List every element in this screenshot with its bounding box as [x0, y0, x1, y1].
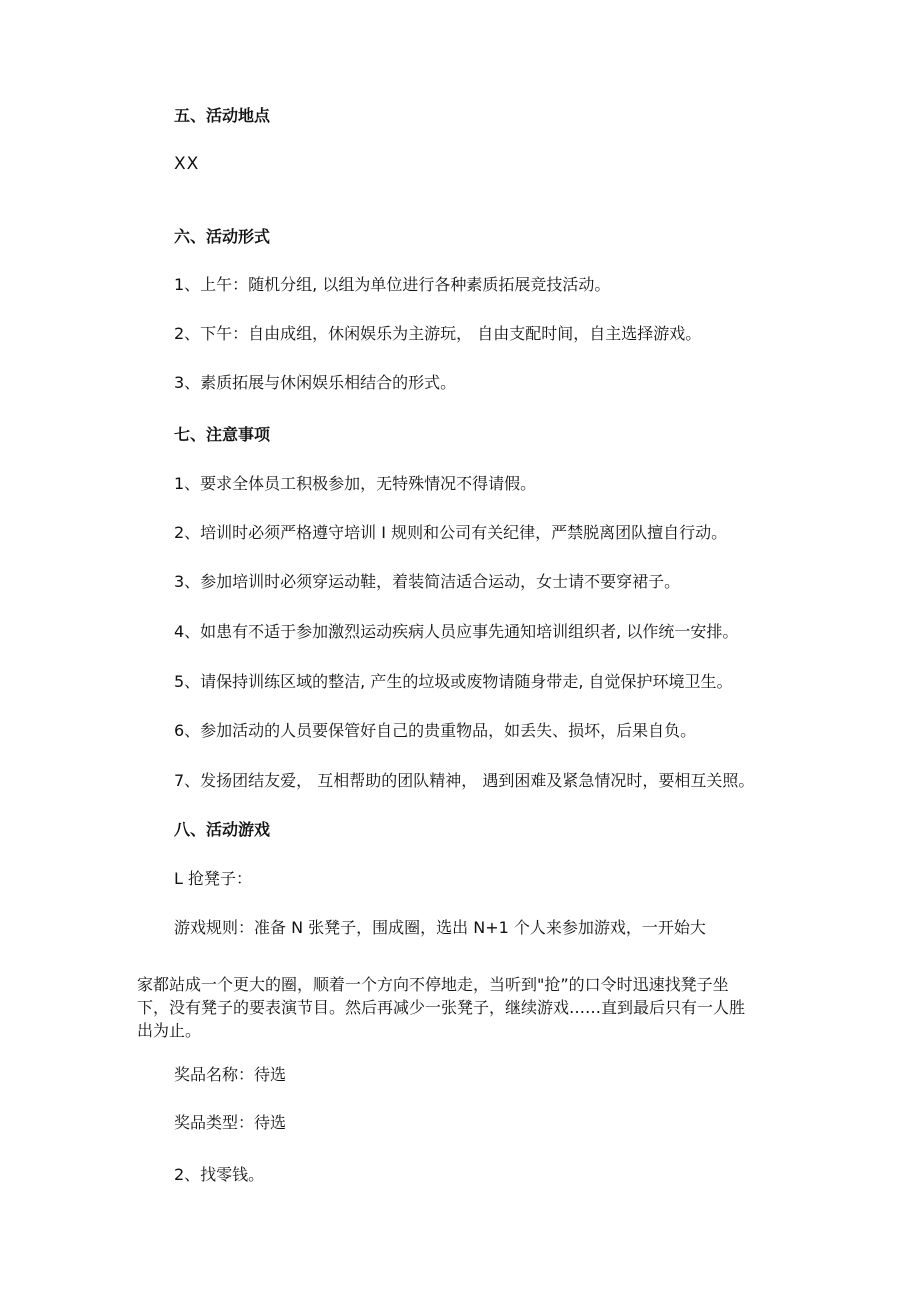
game-1-rules-start: 游戏规则：准备 N 张凳子，围成圈，选出 N+1 个人来参加游戏，一开始大 — [174, 918, 706, 937]
list-item: 1、要求全体员工积极参加，无特殊情况不得请假。 — [174, 474, 537, 493]
game-1-rules-line: 出为止。 — [137, 1021, 202, 1040]
list-item: 2、下午：自由成组，休闲娱乐为主游玩， 自由支配时间，自主选择游戏。 — [174, 324, 702, 343]
section-7-heading: 七、注意事项 — [174, 425, 271, 444]
prize-type: 奖品类型：待选 — [174, 1113, 287, 1132]
section-8-heading: 八、活动游戏 — [174, 820, 271, 839]
list-item: 3、参加培训时必须穿运动鞋，着装简洁适合运动，女士请不要穿裙子。 — [174, 572, 681, 591]
location-value: XX — [174, 154, 200, 174]
game-1-rules-line: 家都站成一个更大的圈，顺着一个方向不停地走，当听到"抢”的口令时迅速找凳子坐 — [137, 975, 729, 994]
game-1-title: L 抢凳子： — [174, 869, 253, 888]
list-item: 4、如患有不适于参加激烈运动疾病人员应事先通知培训组织者, 以作统一安排。 — [174, 622, 739, 641]
section-6-heading: 六、活动形式 — [174, 227, 271, 246]
list-item: 5、请保持训练区域的整洁, 产生的垃圾或废物请随身带走, 自觉保护环境卫生。 — [174, 672, 733, 691]
section-5-heading: 五、活动地点 — [174, 106, 271, 125]
list-item: 1、上午：随机分组, 以组为单位进行各种素质拓展竞技活动。 — [174, 275, 611, 294]
game-2-title: 2、找零钱。 — [174, 1165, 265, 1184]
list-item: 3、素质拓展与休闲娱乐相结合的形式。 — [174, 373, 457, 392]
game-1-rules-line: 下，没有凳子的要表演节目。然后再减少一张凳子，继续游戏……直到最后只有一人胜 — [137, 998, 746, 1017]
list-item: 2、培训时必须严格遵守培训 I 规则和公司有关纪律，严禁脱离团队擅自行动。 — [174, 523, 728, 542]
list-item: 7、发扬团结友爱， 互相帮助的团队精神， 遇到困难及紧急情况时，要相互关照。 — [174, 771, 755, 790]
prize-name: 奖品名称：待选 — [174, 1065, 287, 1084]
list-item: 6、参加活动的人员要保管好自己的贵重物品，如丢失、损坏，后果自负。 — [174, 721, 697, 740]
